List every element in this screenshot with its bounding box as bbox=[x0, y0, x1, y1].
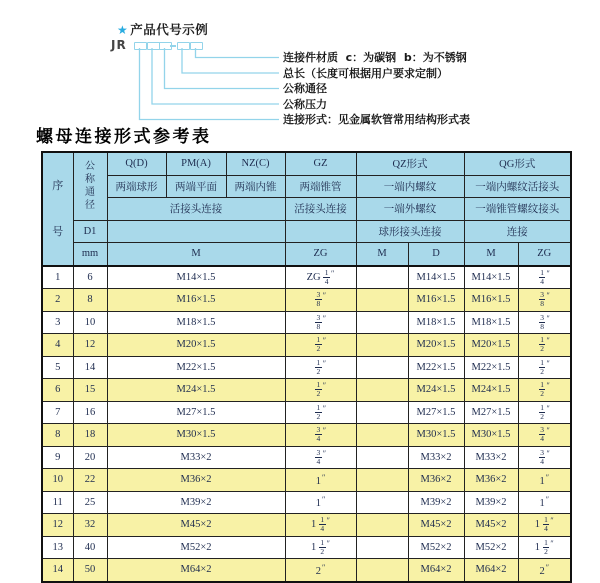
cell-qg-zg bbox=[518, 334, 571, 357]
cell-gz: 1″ bbox=[285, 491, 356, 514]
inch-mark: ″ bbox=[545, 562, 550, 572]
cell-dn: 32 bbox=[73, 514, 107, 537]
cell-qg-zg bbox=[518, 424, 571, 447]
table-row bbox=[42, 334, 571, 357]
inch-mark: ″ bbox=[322, 358, 327, 368]
header-qg-zg: ZG bbox=[518, 243, 571, 266]
fraction: $\frac{1}{2}$ bbox=[544, 537, 548, 556]
cell-seq: 3 bbox=[42, 311, 73, 334]
cell-dn: 6 bbox=[73, 266, 107, 289]
header-col-pm: PM(A) bbox=[166, 152, 226, 175]
cell-seq: 5 bbox=[42, 356, 73, 379]
inch-mark: ″ bbox=[546, 313, 550, 323]
cell-qz-d: M18×1.5 bbox=[408, 311, 464, 334]
cell-qg-zg: 1″ bbox=[518, 491, 571, 514]
cell-m: M18×1.5 bbox=[107, 311, 285, 334]
cell-dn: 12 bbox=[73, 334, 107, 357]
header-col-qg: QG形式 bbox=[464, 152, 571, 175]
inch-mark: ″ bbox=[546, 403, 550, 413]
cell-qz-m bbox=[356, 536, 408, 559]
inch-mark: ″ bbox=[321, 472, 326, 482]
cell-qg-m: M36×2 bbox=[464, 469, 518, 492]
inch-mark: ″ bbox=[322, 291, 327, 301]
cell-dn: 22 bbox=[73, 469, 107, 492]
cell-qg-m: M64×2 bbox=[464, 559, 518, 582]
header-col-gz: GZ bbox=[285, 152, 356, 175]
cell-m: M39×2 bbox=[107, 491, 285, 514]
cell-gz bbox=[285, 379, 356, 402]
inch-mark: ″ bbox=[322, 336, 327, 346]
cell-dn: 16 bbox=[73, 401, 107, 424]
fraction: $\frac{1}{4}$ bbox=[544, 515, 548, 534]
table-row bbox=[42, 446, 571, 469]
fraction: $\frac{3}{8}$ bbox=[540, 290, 544, 309]
cell-seq: 12 bbox=[42, 514, 73, 537]
cell-m: M33×2 bbox=[107, 446, 285, 469]
header-qz-d: D bbox=[408, 243, 464, 266]
cell-qz-d: M14×1.5 bbox=[408, 266, 464, 289]
cell-qg-zg bbox=[518, 289, 571, 312]
cell-dn: 25 bbox=[73, 491, 107, 514]
cell-seq: 8 bbox=[42, 424, 73, 447]
table-row bbox=[42, 491, 571, 514]
cell-m: M30×1.5 bbox=[107, 424, 285, 447]
cell-qg-m: M16×1.5 bbox=[464, 289, 518, 312]
header-qz-desc1: 一端内螺纹 bbox=[356, 175, 464, 198]
fraction: $\frac{1}{2}$ bbox=[320, 537, 325, 556]
nut-connection-reference-table bbox=[41, 151, 572, 583]
cell-qz-d: M22×1.5 bbox=[408, 356, 464, 379]
cell-qz-m bbox=[356, 469, 408, 492]
header-qg-desc1: 一端内螺纹活接头 bbox=[464, 175, 571, 198]
fraction: $\frac{1}{4}$ bbox=[324, 267, 329, 286]
cell-m: M27×1.5 bbox=[107, 401, 285, 424]
cell-qg-m: M39×2 bbox=[464, 491, 518, 514]
table-row bbox=[42, 401, 571, 424]
cell-qz-m bbox=[356, 514, 408, 537]
inch-mark: ″ bbox=[326, 516, 330, 526]
header-qg-conn: 连接 bbox=[464, 220, 571, 243]
cell-gz bbox=[285, 424, 356, 447]
header-mm: mm bbox=[73, 243, 107, 266]
cell-gz: ZG $\frac{1}{4}$ ″ bbox=[285, 266, 356, 289]
cell-qg-m: M45×2 bbox=[464, 514, 518, 537]
inch-mark: ″ bbox=[546, 426, 550, 436]
fraction: $\frac{1}{2}$ bbox=[316, 357, 321, 376]
fraction: $\frac{3}{8}$ bbox=[316, 290, 321, 309]
header-qg-desc2: 一端锥管螺纹接头 bbox=[464, 198, 571, 221]
header-seq: 序 号 bbox=[42, 152, 73, 266]
header-q-desc: 两端球形 bbox=[107, 175, 166, 198]
fraction: $\frac{3}{4}$ bbox=[316, 447, 321, 466]
fraction: $\frac{3}{8}$ bbox=[540, 312, 544, 331]
cell-gz: 1 $\frac{1}{4}$ ″ bbox=[285, 514, 356, 537]
cell-qg-m: M30×1.5 bbox=[464, 424, 518, 447]
cell-qz-d: M36×2 bbox=[408, 469, 464, 492]
fraction: $\frac{1}{4}$ bbox=[540, 267, 544, 286]
inch-mark: ″ bbox=[546, 381, 550, 391]
cell-gz: 2″ bbox=[285, 559, 356, 582]
cell-qg-m: M33×2 bbox=[464, 446, 518, 469]
header-col-q: Q(D) bbox=[107, 152, 166, 175]
cell-qg-m: M18×1.5 bbox=[464, 311, 518, 334]
cell-qz-m bbox=[356, 559, 408, 582]
diagram-label: 公称通径 bbox=[283, 82, 327, 95]
cell-seq: 14 bbox=[42, 559, 73, 582]
inch-mark: ″ bbox=[322, 426, 327, 436]
cell-qg-m: M14×1.5 bbox=[464, 266, 518, 289]
cell-seq: 13 bbox=[42, 536, 73, 559]
cell-qz-m bbox=[356, 379, 408, 402]
header-qz-conn: 球形接头连接 bbox=[356, 220, 464, 243]
cell-seq: 10 bbox=[42, 469, 73, 492]
cell-qz-d: M24×1.5 bbox=[408, 379, 464, 402]
table-row bbox=[42, 469, 571, 492]
cell-qg-m: M52×2 bbox=[464, 536, 518, 559]
cell-m: M52×2 bbox=[107, 536, 285, 559]
header-zg-main: ZG bbox=[285, 243, 356, 266]
cell-qz-m bbox=[356, 311, 408, 334]
table-row bbox=[42, 379, 571, 402]
inch-mark: ″ bbox=[545, 495, 550, 505]
inch-mark: ″ bbox=[546, 336, 550, 346]
cell-qz-d: M64×2 bbox=[408, 559, 464, 582]
cell-qz-d: M30×1.5 bbox=[408, 424, 464, 447]
cell-dn: 18 bbox=[73, 424, 107, 447]
cell-gz bbox=[285, 356, 356, 379]
cell-qg-m: M22×1.5 bbox=[464, 356, 518, 379]
cell-seq: 2 bbox=[42, 289, 73, 312]
diagram-title-text: 产品代号示例 bbox=[130, 22, 209, 37]
cell-gz: 1″ bbox=[285, 469, 356, 492]
fraction: $\frac{1}{2}$ bbox=[316, 335, 321, 354]
cell-gz: 1 $\frac{1}{2}$ ″ bbox=[285, 536, 356, 559]
star-icon: ★ bbox=[117, 23, 129, 37]
cell-qg-m: M20×1.5 bbox=[464, 334, 518, 357]
inch-mark: ″ bbox=[326, 538, 330, 548]
cell-qz-d: M27×1.5 bbox=[408, 401, 464, 424]
fraction: $\frac{1}{2}$ bbox=[540, 335, 544, 354]
table-title: 螺母连接形式参考表 bbox=[36, 127, 212, 147]
header-empty-1 bbox=[107, 220, 285, 243]
inch-mark: ″ bbox=[550, 516, 554, 526]
header-gz-conn: 活接头连接 bbox=[285, 198, 356, 221]
inch-mark: ″ bbox=[545, 472, 550, 482]
cell-seq: 7 bbox=[42, 401, 73, 424]
cell-dn: 10 bbox=[73, 311, 107, 334]
cell-qz-d: M16×1.5 bbox=[408, 289, 464, 312]
inch-mark: ″ bbox=[546, 448, 550, 458]
cell-qg-zg bbox=[518, 401, 571, 424]
diagram-label: 公称压力 bbox=[283, 97, 327, 111]
fraction: $\frac{3}{4}$ bbox=[540, 447, 544, 466]
header-gz-desc: 两端锥管 bbox=[285, 175, 356, 198]
fraction: $\frac{1}{2}$ bbox=[540, 402, 544, 421]
cell-dn: 14 bbox=[73, 356, 107, 379]
cell-qg-zg: 2″ bbox=[518, 559, 571, 582]
table-row bbox=[42, 424, 571, 447]
table-body bbox=[42, 266, 571, 582]
header-d1: D1 bbox=[73, 220, 107, 243]
cell-qz-m bbox=[356, 401, 408, 424]
header-nz-desc: 两端内锥 bbox=[226, 175, 285, 198]
fraction: $\frac{3}{4}$ bbox=[316, 425, 321, 444]
cell-qz-m bbox=[356, 266, 408, 289]
diagram-label: 连接件材质 c：为碳钢 b：为不锈钢 bbox=[283, 51, 467, 64]
cell-seq: 6 bbox=[42, 379, 73, 402]
table-row bbox=[42, 514, 571, 537]
header-qg-m: M bbox=[464, 243, 518, 266]
cell-qg-m: M24×1.5 bbox=[464, 379, 518, 402]
cell-qg-zg: 1 $\frac{1}{4}$ ″ bbox=[518, 514, 571, 537]
cell-m: M20×1.5 bbox=[107, 334, 285, 357]
cell-m: M45×2 bbox=[107, 514, 285, 537]
cell-qz-d: M39×2 bbox=[408, 491, 464, 514]
header-m-main: M bbox=[107, 243, 285, 266]
inch-mark: ″ bbox=[322, 403, 327, 413]
fraction: $\frac{3}{4}$ bbox=[540, 425, 544, 444]
header-col-nz: NZ(C) bbox=[226, 152, 285, 175]
cell-dn: 15 bbox=[73, 379, 107, 402]
cell-gz bbox=[285, 446, 356, 469]
cell-qg-m: M27×1.5 bbox=[464, 401, 518, 424]
header-qz-m: M bbox=[356, 243, 408, 266]
inch-mark: ″ bbox=[546, 291, 550, 301]
header-col-qz: QZ形式 bbox=[356, 152, 464, 175]
table-header bbox=[42, 152, 571, 266]
cell-m: M22×1.5 bbox=[107, 356, 285, 379]
cell-dn: 40 bbox=[73, 536, 107, 559]
cell-qz-m bbox=[356, 356, 408, 379]
cell-qz-m bbox=[356, 424, 408, 447]
cell-qg-zg bbox=[518, 446, 571, 469]
inch-mark: ″ bbox=[331, 268, 335, 278]
fraction: $\frac{1}{2}$ bbox=[540, 380, 544, 399]
cell-qz-m bbox=[356, 491, 408, 514]
diagram-label: 连接形式：见金属软管常用结构形式表 bbox=[283, 113, 470, 126]
cell-dn: 8 bbox=[73, 289, 107, 312]
inch-mark: ″ bbox=[321, 495, 326, 505]
inch-mark: ″ bbox=[322, 448, 327, 458]
cell-m: M14×1.5 bbox=[107, 266, 285, 289]
fraction: $\frac{1}{2}$ bbox=[316, 402, 321, 421]
inch-mark: ″ bbox=[322, 381, 327, 391]
inch-mark: ″ bbox=[321, 562, 326, 572]
inch-mark: ″ bbox=[546, 358, 550, 368]
fraction: $\frac{1}{2}$ bbox=[540, 357, 544, 376]
product-code-prefix: JR bbox=[111, 38, 127, 52]
cell-qz-m bbox=[356, 334, 408, 357]
header-pm-desc: 两端平面 bbox=[166, 175, 226, 198]
cell-qg-zg: 1″ bbox=[518, 469, 571, 492]
cell-m: M36×2 bbox=[107, 469, 285, 492]
cell-dn: 20 bbox=[73, 446, 107, 469]
inch-mark: ″ bbox=[550, 538, 554, 548]
cell-seq: 9 bbox=[42, 446, 73, 469]
cell-qz-d: M20×1.5 bbox=[408, 334, 464, 357]
cell-dn: 50 bbox=[73, 559, 107, 582]
cell-qg-zg bbox=[518, 356, 571, 379]
cell-qz-d: M45×2 bbox=[408, 514, 464, 537]
cell-m: M24×1.5 bbox=[107, 379, 285, 402]
cell-qg-zg: 1 $\frac{1}{2}$ ″ bbox=[518, 536, 571, 559]
header-empty-2 bbox=[285, 220, 356, 243]
cell-qg-zg bbox=[518, 266, 571, 289]
table-row bbox=[42, 356, 571, 379]
cell-seq: 1 bbox=[42, 266, 73, 289]
cell-gz bbox=[285, 289, 356, 312]
cell-seq: 11 bbox=[42, 491, 73, 514]
table-row bbox=[42, 311, 571, 334]
cell-qg-zg bbox=[518, 379, 571, 402]
cell-qz-d: M33×2 bbox=[408, 446, 464, 469]
cell-gz bbox=[285, 334, 356, 357]
fraction: $\frac{1}{2}$ bbox=[316, 380, 321, 399]
cell-m: M16×1.5 bbox=[107, 289, 285, 312]
table-row bbox=[42, 559, 571, 582]
header-qpmnz-conn: 活接头连接 bbox=[107, 198, 285, 221]
cell-gz bbox=[285, 401, 356, 424]
header-dn: 公 称 通 径 bbox=[73, 152, 107, 220]
diagram-label: 总长（长度可根据用户要求定制） bbox=[283, 66, 448, 80]
cell-qg-zg bbox=[518, 311, 571, 334]
cell-seq: 4 bbox=[42, 334, 73, 357]
cell-qz-m bbox=[356, 289, 408, 312]
fraction: $\frac{3}{8}$ bbox=[316, 312, 321, 331]
fraction: $\frac{1}{4}$ bbox=[320, 515, 325, 534]
inch-mark: ″ bbox=[322, 313, 327, 323]
cell-qz-m bbox=[356, 446, 408, 469]
table-row bbox=[42, 536, 571, 559]
inch-mark: ″ bbox=[546, 268, 550, 278]
cell-gz bbox=[285, 311, 356, 334]
table-row bbox=[42, 266, 571, 289]
header-qz-desc2: 一端外螺纹 bbox=[356, 198, 464, 221]
cell-qz-d: M52×2 bbox=[408, 536, 464, 559]
cell-m: M64×2 bbox=[107, 559, 285, 582]
table-row bbox=[42, 289, 571, 312]
